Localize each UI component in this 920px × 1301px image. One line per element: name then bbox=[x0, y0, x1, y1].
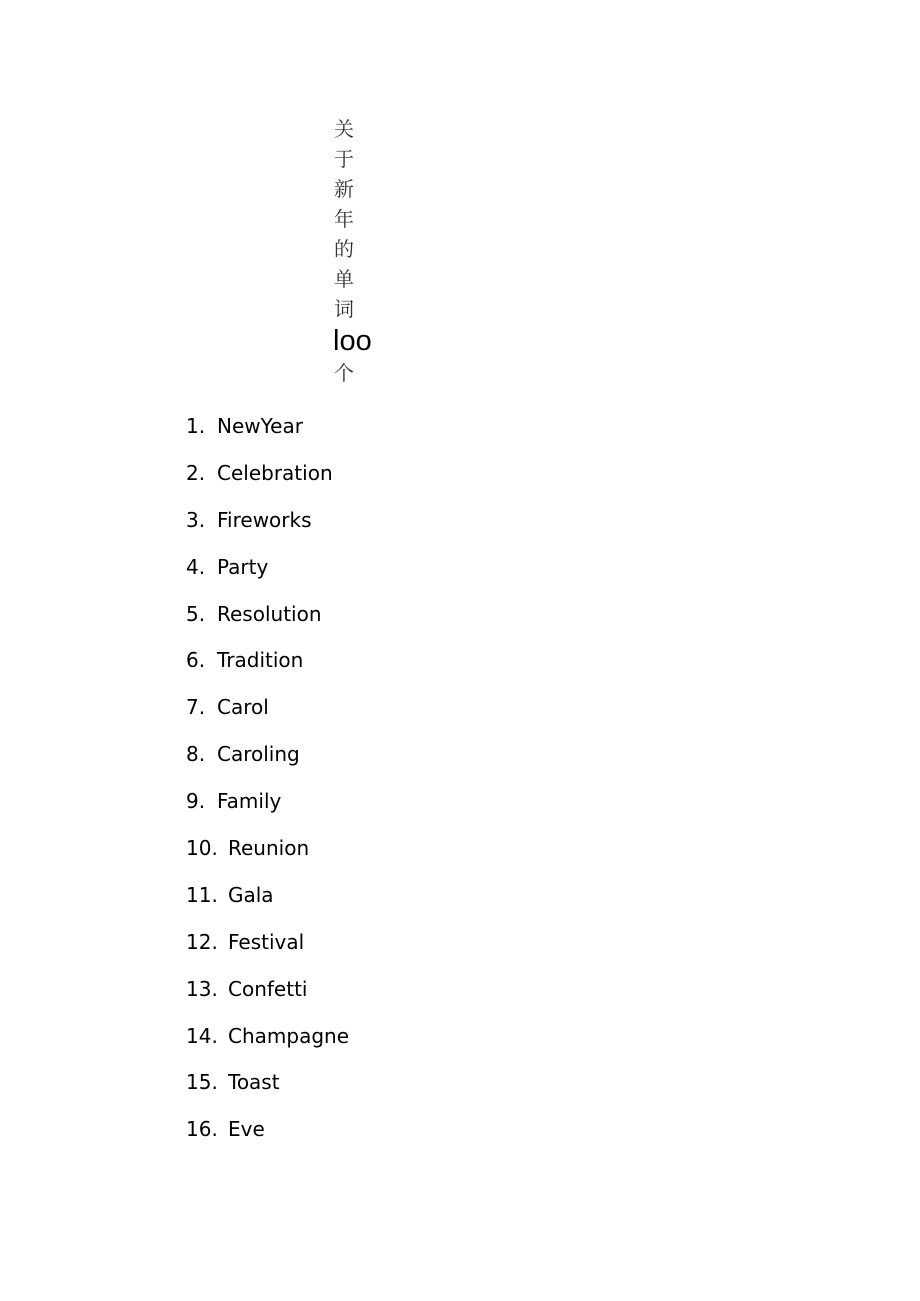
title-char: 词 bbox=[334, 297, 354, 321]
list-item bbox=[186, 550, 349, 597]
item-number: 11. bbox=[186, 882, 218, 907]
item-word: Champagne bbox=[228, 1023, 350, 1048]
item-number: 6. bbox=[186, 648, 206, 673]
item-number: 3. bbox=[186, 507, 206, 532]
title-char: 单 bbox=[334, 267, 354, 291]
list-item bbox=[186, 737, 349, 784]
item-word: Caroling bbox=[217, 742, 300, 767]
item-word: Resolution bbox=[217, 601, 322, 626]
item-word: Gala bbox=[228, 882, 274, 907]
item-number: 5. bbox=[186, 601, 206, 626]
item-number: 13. bbox=[186, 976, 218, 1001]
list-item bbox=[186, 690, 349, 737]
item-number: 14. bbox=[186, 1023, 218, 1048]
title-char: 新 bbox=[334, 177, 354, 201]
item-word: Confetti bbox=[228, 976, 308, 1001]
item-word: Family bbox=[217, 789, 282, 814]
title-char: 关 bbox=[334, 117, 354, 141]
list-item bbox=[186, 597, 349, 644]
item-number: 12. bbox=[186, 929, 218, 954]
item-number: 9. bbox=[186, 789, 206, 814]
item-word: Toast bbox=[228, 1070, 280, 1095]
list-item bbox=[186, 831, 349, 878]
item-word: NewYear bbox=[217, 414, 303, 438]
item-word: Celebration bbox=[217, 460, 333, 485]
list-item bbox=[186, 784, 349, 831]
item-word: Eve bbox=[228, 1117, 265, 1142]
list-item bbox=[186, 1065, 349, 1112]
title-char: 于 bbox=[334, 147, 354, 171]
item-word: Reunion bbox=[228, 836, 310, 861]
list-item bbox=[186, 503, 349, 550]
list-item bbox=[186, 456, 349, 503]
item-word: Festival bbox=[228, 929, 305, 954]
title-char: 年 bbox=[334, 207, 354, 231]
item-number: 8. bbox=[186, 742, 206, 767]
item-number: 10. bbox=[186, 836, 218, 861]
list-item bbox=[186, 972, 349, 1019]
item-word: Carol bbox=[217, 695, 269, 720]
item-number: 4. bbox=[186, 554, 206, 579]
item-number: 2. bbox=[186, 460, 206, 485]
item-word: Tradition bbox=[217, 648, 304, 673]
item-word: Fireworks bbox=[217, 507, 312, 532]
item-number: 16. bbox=[186, 1117, 218, 1142]
title-char: 的 bbox=[334, 237, 354, 261]
vertical-title bbox=[334, 114, 394, 388]
item-number: 15. bbox=[186, 1070, 218, 1095]
item-number: 7. bbox=[186, 695, 206, 720]
title-char: 个 bbox=[334, 361, 354, 385]
list-item bbox=[186, 1019, 349, 1066]
word-list bbox=[186, 409, 349, 1159]
list-item bbox=[186, 643, 349, 690]
title-number: loo bbox=[333, 325, 372, 357]
list-item bbox=[186, 409, 349, 456]
list-item bbox=[186, 878, 349, 925]
item-word: Party bbox=[217, 554, 269, 579]
item-number: 1. bbox=[186, 414, 206, 438]
list-item bbox=[186, 925, 349, 972]
list-item bbox=[186, 1112, 349, 1159]
